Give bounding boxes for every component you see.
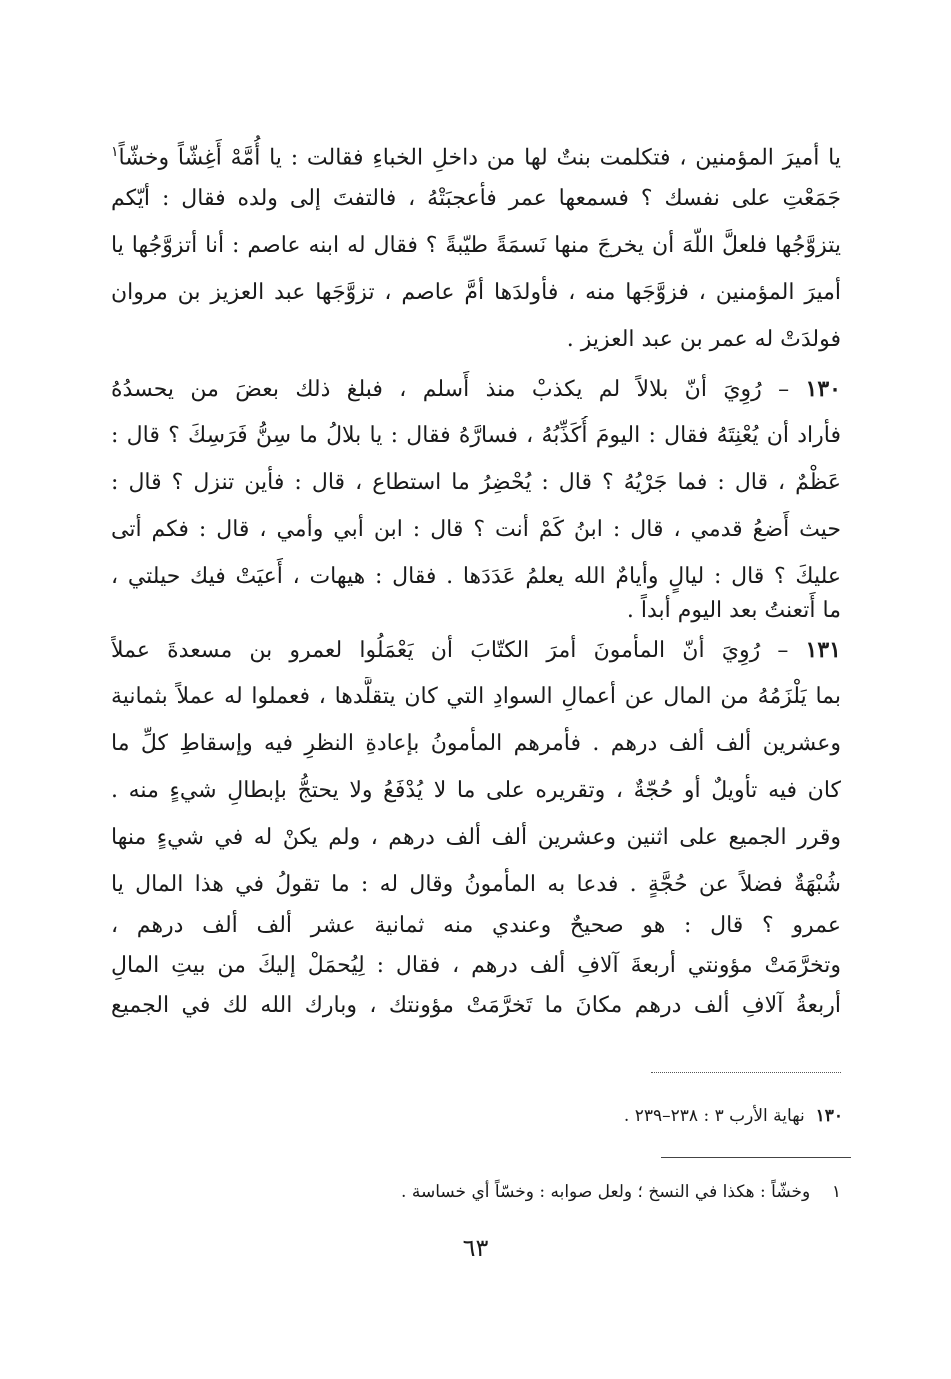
paragraph-131-line: وعشرين ألف ألف درهم . فأمرهم المأمونُ بإعادةِ النظرِ فيه وإسقاطِ كلِّ ما <box>111 731 841 756</box>
paragraph-131-line: ١٣١ – رُوِيَ أنّ المأمونَ أمرَ الكتّابَ أن يَعْمَلُوا لعمرو بن مسعدةَ عملاً <box>111 637 841 663</box>
paragraph-number: ١٣٠ <box>805 376 841 402</box>
footnote-marker: ١ <box>111 144 119 160</box>
paragraph-131-line: كان فيه تأويلٌ أو حُجّةٌ ، وتقريره على ما لا يُدْفَعُ ولا يحتجُّ بإبطالِ شيءٍ منه . <box>111 778 841 803</box>
paragraph-dash: – <box>777 638 789 663</box>
source-note-text: نهاية الأرب ٣ : ٢٣٨–٢٣٩ . <box>623 1106 805 1126</box>
paragraph-130-line: ما أَتعنتُ بعد اليوم أبداً . <box>626 598 841 623</box>
paragraph-131-line: أربعةُ آلافِ ألف درهم مكانَ ما تَخرَّمَتْ مؤونتك ، وبارك الله لك في الجميع <box>111 993 841 1018</box>
page-number: ٦٣ <box>462 1234 489 1262</box>
paragraph-131-line: وقرر الجميع على اثنين وعشرين ألف ألف درهم ، ولم يكنْ له في شيءٍ منها <box>111 825 841 850</box>
paragraph-130-line: عليكَ ؟ قال : ليالٍ وأيامٌ الله يعلمُ عَدَدَها . فقال : هيهات ، أَعيَتْ فيك حيلتي ، <box>111 564 841 589</box>
paragraph-131-line: شُبْهَةٌ فضلاً عن حُجَّةٍ . فدعا به المأمونُ وقال له : ما تقولُ في هذا المال يا <box>111 872 841 897</box>
paragraph-dash: – <box>778 377 790 402</box>
paragraph-number: ١٣١ <box>805 637 841 663</box>
paragraph-1-line: يا أميرَ المؤمنين ، فتكلمت بنتٌ لها من داخلِ الخباءِ فقالت : يا أُمَّهْ أَغِشّاً وخشّاً$^١$ <box>111 144 841 171</box>
paragraph-1-line: جَمَعْتِ على نفسك ؟ فسمعها عمر فأعجبَتْهُ ، فالتفتَ إلى ولده فقال : أيّكم <box>111 186 841 211</box>
source-note-number: ١٣٠ <box>815 1106 843 1126</box>
paragraph-130-line: فأراد أن يُعْنِتَهُ فقال : اليومَ أُكَذِّبُهُ ، فسارَّهُ فقال : يا بلالُ ما سِنُّ فَرَسِكَ ؟ قال : <box>111 423 841 448</box>
source-separator <box>651 1072 841 1073</box>
footnote-separator <box>661 1157 851 1158</box>
footnote <box>401 1178 841 1206</box>
paragraph-130-line: ١٣٠ – رُوِيَ أنّ بلالاً لم يكذبْ منذ أَسلم ، فبلغ ذلك بعضَ من يحسدُهُ <box>111 376 841 402</box>
paragraph-131-line: عمرو ؟ قال : هو صحيحٌ وعندي منه ثمانية عشر ألف ألف درهم ، <box>111 913 841 938</box>
paragraph-130-line: حيث أَضعُ قدمي ، قال : ابنُ كَمْ أنت ؟ قال : ابن أبي وأمي ، قال : فكم أتى <box>111 517 841 542</box>
paragraph-1-line: يتزوَّجُها فلعلَّ اللّهَ أن يخرجَ منها نَسمَةً طيّبةً ؟ فقال له ابنه عاصم : أنا أتزوَّجُها يا <box>111 233 841 258</box>
footnote-text: وخشّاً : هكذا في النسخ ؛ ولعل صوابه : وخسّاً أي خساسة . <box>401 1182 811 1202</box>
paragraph-130-line: عَظْمٌ ، قال : فما جَرْيُهُ ؟ قال : يُحْضِرُ ما استطاع ، قال : فأين تنزل ؟ قال : <box>111 470 841 495</box>
paragraph-131-line: وتخرَّمَتْ مؤونتي أربعةَ آلافِ ألف درهم ، فقال : لِيُحمَلْ إليكَ من بيتِ المالِ <box>111 953 841 978</box>
paragraph-1-line: فولدَتْ له عمر بن عبد العزيز . <box>566 327 841 352</box>
source-note <box>624 1102 843 1130</box>
footnote-number: ١ <box>831 1182 841 1202</box>
paragraph-1-line: أميرَ المؤمنين ، فزوَّجَها منه ، فأولدَها أمَّ عاصم ، تزوَّجَها عبد العزيز بن مروان <box>111 280 841 305</box>
paragraph-131-line: بما يَلْزَمُهُ من المال عن أعمالِ السوادِ التي كان يتقلَّدها ، فعملوا له عملاً بثمانية <box>111 684 841 709</box>
